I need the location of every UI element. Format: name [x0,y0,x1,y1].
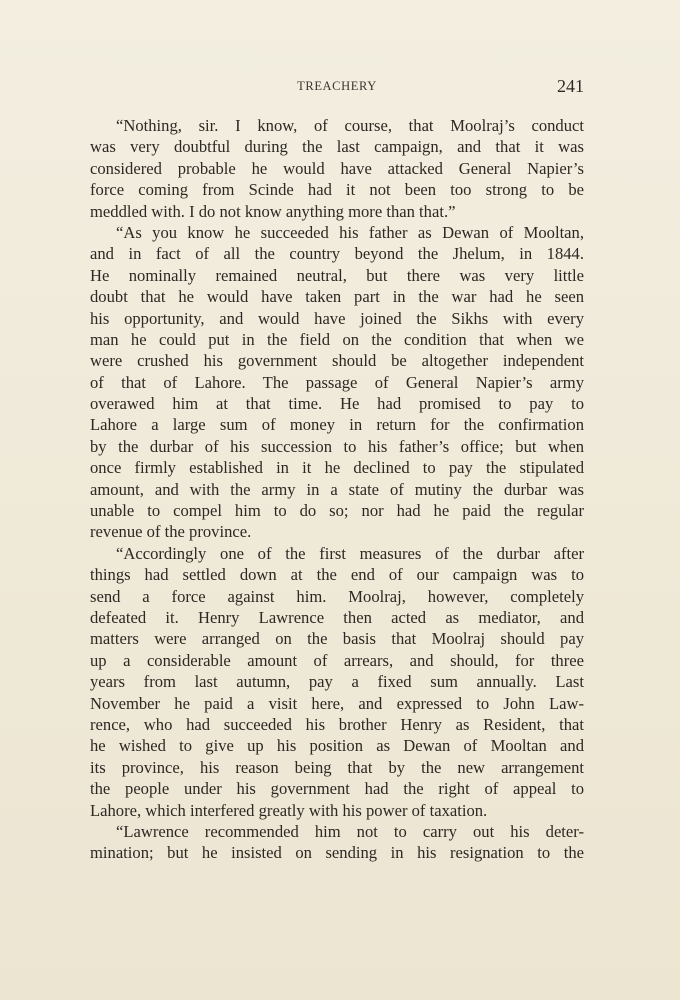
text-line: overawed him at that time. He had promised to pay to [90,394,584,414]
text-line: rence, who had succeeded his brother Henry as Resident, that [90,714,584,734]
body-text [90,115,584,864]
text-line: were crushed his government should be altogether independent [90,351,584,371]
running-head: TREACHERY [297,79,377,93]
text-line: things had settled down at the end of our campaign was to [90,565,584,585]
paragraph-1 [90,115,584,222]
text-line: Lahore a large sum of money in return for the confirmation [90,415,584,435]
text-line: years from last autumn, pay a fixed sum annually. Last [90,672,584,692]
text-line: mination; but he insisted on sending in his resignation to the [90,843,584,863]
text-line: considered probable he would have attacked General Napier’s [90,158,584,178]
page-number: 241 [557,76,584,96]
text-line: man he could put in the field on the condition that when we [90,329,584,349]
text-line: the people under his government had the right of appeal to [90,779,584,799]
text-line: once firmly established in it he declined to pay the stipulated [90,458,584,478]
page-header [90,76,584,98]
text-line: and in fact of all the country beyond the Jhelum, in 1844. [90,244,584,264]
text-line: was very doubtful during the last campaign, and that it was [90,137,584,157]
text-line: “As you know he succeeded his father as Dewan of Mooltan, [116,222,584,242]
paragraph-4 [90,821,584,864]
text-line: send a force against him. Moolraj, however, completely [90,586,584,606]
text-line: by the durbar of his succession to his father’s office; but when [90,436,584,456]
text-line: “Accordingly one of the first measures of the durbar after [116,543,584,563]
text-line: he wished to give up his position as Dewan of Mooltan and [90,736,584,756]
text-line: November he paid a visit here, and expressed to John Law- [90,693,584,713]
text-line: amount, and with the army in a state of mutiny the durbar was [90,479,584,499]
text-line: doubt that he would have taken part in the war had he seen [90,287,584,307]
text-line: up a considerable amount of arrears, and should, for three [90,650,584,670]
text-line: of that of Lahore. The passage of General Napier’s army [90,372,584,392]
text-line: meddled with. I do not know anything more than that.” [90,201,456,221]
text-line: matters were arranged on the basis that Moolraj should pay [90,629,584,649]
paragraph-2 [90,222,584,543]
text-line: “Nothing, sir. I know, of course, that Moolraj’s conduct [116,116,584,135]
text-line: unable to compel him to do so; nor had he paid the regular [90,501,584,521]
text-line: defeated it. Henry Lawrence then acted as mediator, and [90,607,584,627]
text-line: revenue of the province. [90,522,252,542]
paragraph-3 [90,543,584,821]
text-line: “Lawrence recommended him not to carry out his deter- [116,821,584,841]
text-line: force coming from Scinde had it not been too strong to be [90,180,584,200]
text-line: Lahore, which interfered greatly with his power of taxation. [90,800,488,820]
text-line: He nominally remained neutral, but there was very little [90,265,584,285]
text-line: his opportunity, and would have joined the Sikhs with every [90,308,584,328]
text-line: its province, his reason being that by the new arrangement [90,757,584,777]
